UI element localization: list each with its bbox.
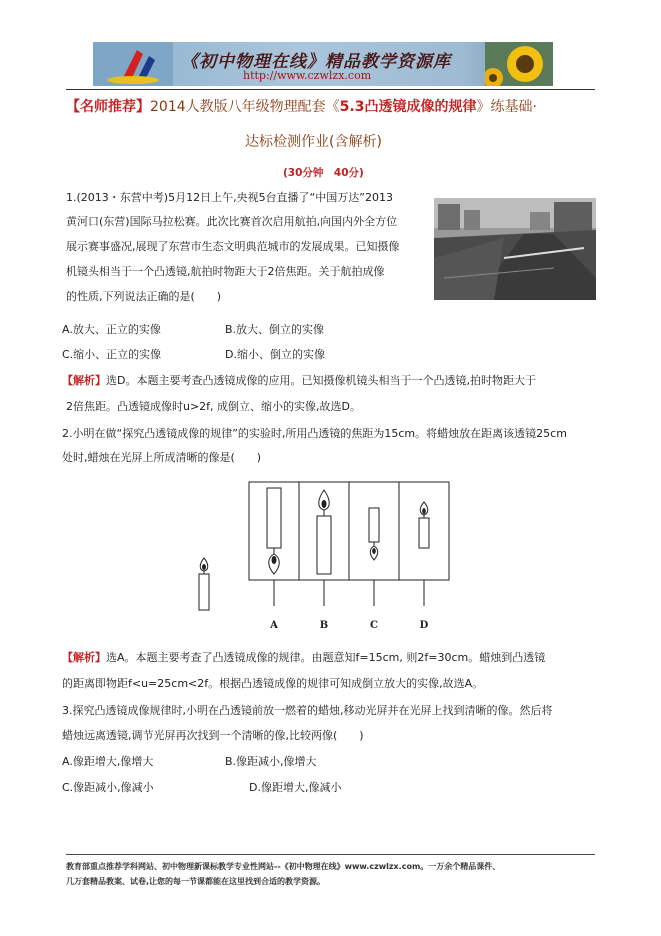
q2-line-2: 处时,蜡烛在光屏上所成清晰的像是( ) (62, 451, 262, 464)
q1-analysis-2: 2倍焦距。凸透镜成像时u>2f, 成倒立、缩小的实像,故选D。 (66, 400, 362, 413)
top-divider (66, 89, 595, 90)
sunflower-icon (485, 42, 553, 86)
screen-d (399, 482, 449, 606)
q3-line-2: 蜡烛远离透镜,调节光屏再次找到一个清晰的像,比较两像( ) (62, 729, 364, 742)
banner-url[interactable]: http://www.czwlzx.com (243, 69, 372, 82)
q1-line-4: 机镜头相当于一个凸透镜,航拍时物距大于2倍焦距。关于航拍成像 (66, 265, 385, 278)
label-c: C (370, 620, 378, 631)
label-b: B (319, 620, 329, 631)
q1-line-3: 展示赛事盛况,展现了东营市生态文明典范城市的发展成果。已知摄像 (66, 240, 400, 253)
title-prefix: 【名师推荐】 (66, 99, 150, 115)
page-subtitle: 达标检测作业(含解析) (245, 134, 382, 150)
q3-option-d: D.像距增大,像减小 (249, 781, 342, 794)
screen-c (349, 482, 399, 606)
page-title (66, 96, 537, 116)
title-part2: 》练基础· (476, 99, 537, 115)
candle-diagram (190, 478, 460, 636)
q1-option-c: C.缩小、正立的实像 (62, 348, 162, 361)
q1-option-b: B.放大、倒立的实像 (225, 323, 325, 336)
q1-line-2: 黄河口(东营)国际马拉松赛。此次比赛首次启用航拍,向国内外全方位 (66, 215, 398, 228)
q2-line-1: 2.小明在做“探究凸透镜成像的规律”的实验时,所用凸透镜的焦距为15cm。将蜡烛放在距离该透镜25cm (62, 427, 567, 440)
screen-a (249, 482, 299, 606)
footer-line-1: 教育部重点推荐学科网站、初中物理新课标教学专业性网站--《初中物理在线》www.czwlzx.com。一万余个精品课件、 (66, 862, 501, 871)
screen-b (299, 482, 349, 606)
q1-option-d: D.缩小、倒立的实像 (225, 348, 325, 361)
title-bold: 5.3凸透镜成像的规律 (339, 99, 477, 115)
label-a: A (270, 620, 278, 631)
banner-title: 《初中物理在线》精品教学资源库 (181, 52, 451, 72)
footer-line-2: 几万套精品教案、试卷,让您的每一节课都能在这里找到合适的教学资源。 (66, 877, 326, 886)
q1-analysis-1 (62, 372, 536, 388)
q1-line-1: 1.(2013・东营中考)5月12日上午,央视5台直播了“中国万达”2013 (66, 191, 393, 204)
q1-analysis-text: 选D。本题主要考查凸透镜成像的应用。已知摄像机镜头相当于一个凸透镜,拍时物距大于 (106, 374, 536, 387)
q2-analysis-tag: 【解析】 (62, 651, 106, 664)
bottom-divider (66, 854, 595, 855)
q2-analysis-text: 选A。本题主要考查了凸透镜成像的规律。由题意知f=15cm, 则2f=30cm。蜡烛到凸透镜 (106, 651, 546, 664)
marathon-photo (434, 198, 596, 300)
q2-analysis-2: 的距离即物距f<u=25cm<2f。根据凸透镜成像的规律可知成倒立放大的实像,故选A。 (62, 677, 484, 690)
logo-icon (93, 42, 173, 86)
q1-line-5: 的性质,下列说法正确的是( ) (66, 290, 222, 303)
q3-option-c: C.像距减小,像减小 (62, 781, 154, 794)
object-candle (199, 558, 209, 610)
header-banner (93, 42, 553, 86)
q2-analysis-1 (62, 649, 545, 665)
q1-option-a: A.放大、正立的实像 (62, 323, 161, 336)
q3-option-b: B.像距减小,像增大 (225, 755, 317, 768)
title-part1: 2014人教版八年级物理配套《 (150, 99, 340, 115)
q3-line-1: 3.探究凸透镜成像规律时,小明在凸透镜前放一燃着的蜡烛,移动光屏并在光屏上找到清晰的像。然后将 (62, 704, 553, 717)
q3-option-a: A.像距增大,像增大 (62, 755, 154, 768)
label-d: D (419, 620, 429, 631)
time-score: (30分钟 40分) (283, 167, 364, 179)
q1-analysis-tag: 【解析】 (62, 374, 106, 387)
